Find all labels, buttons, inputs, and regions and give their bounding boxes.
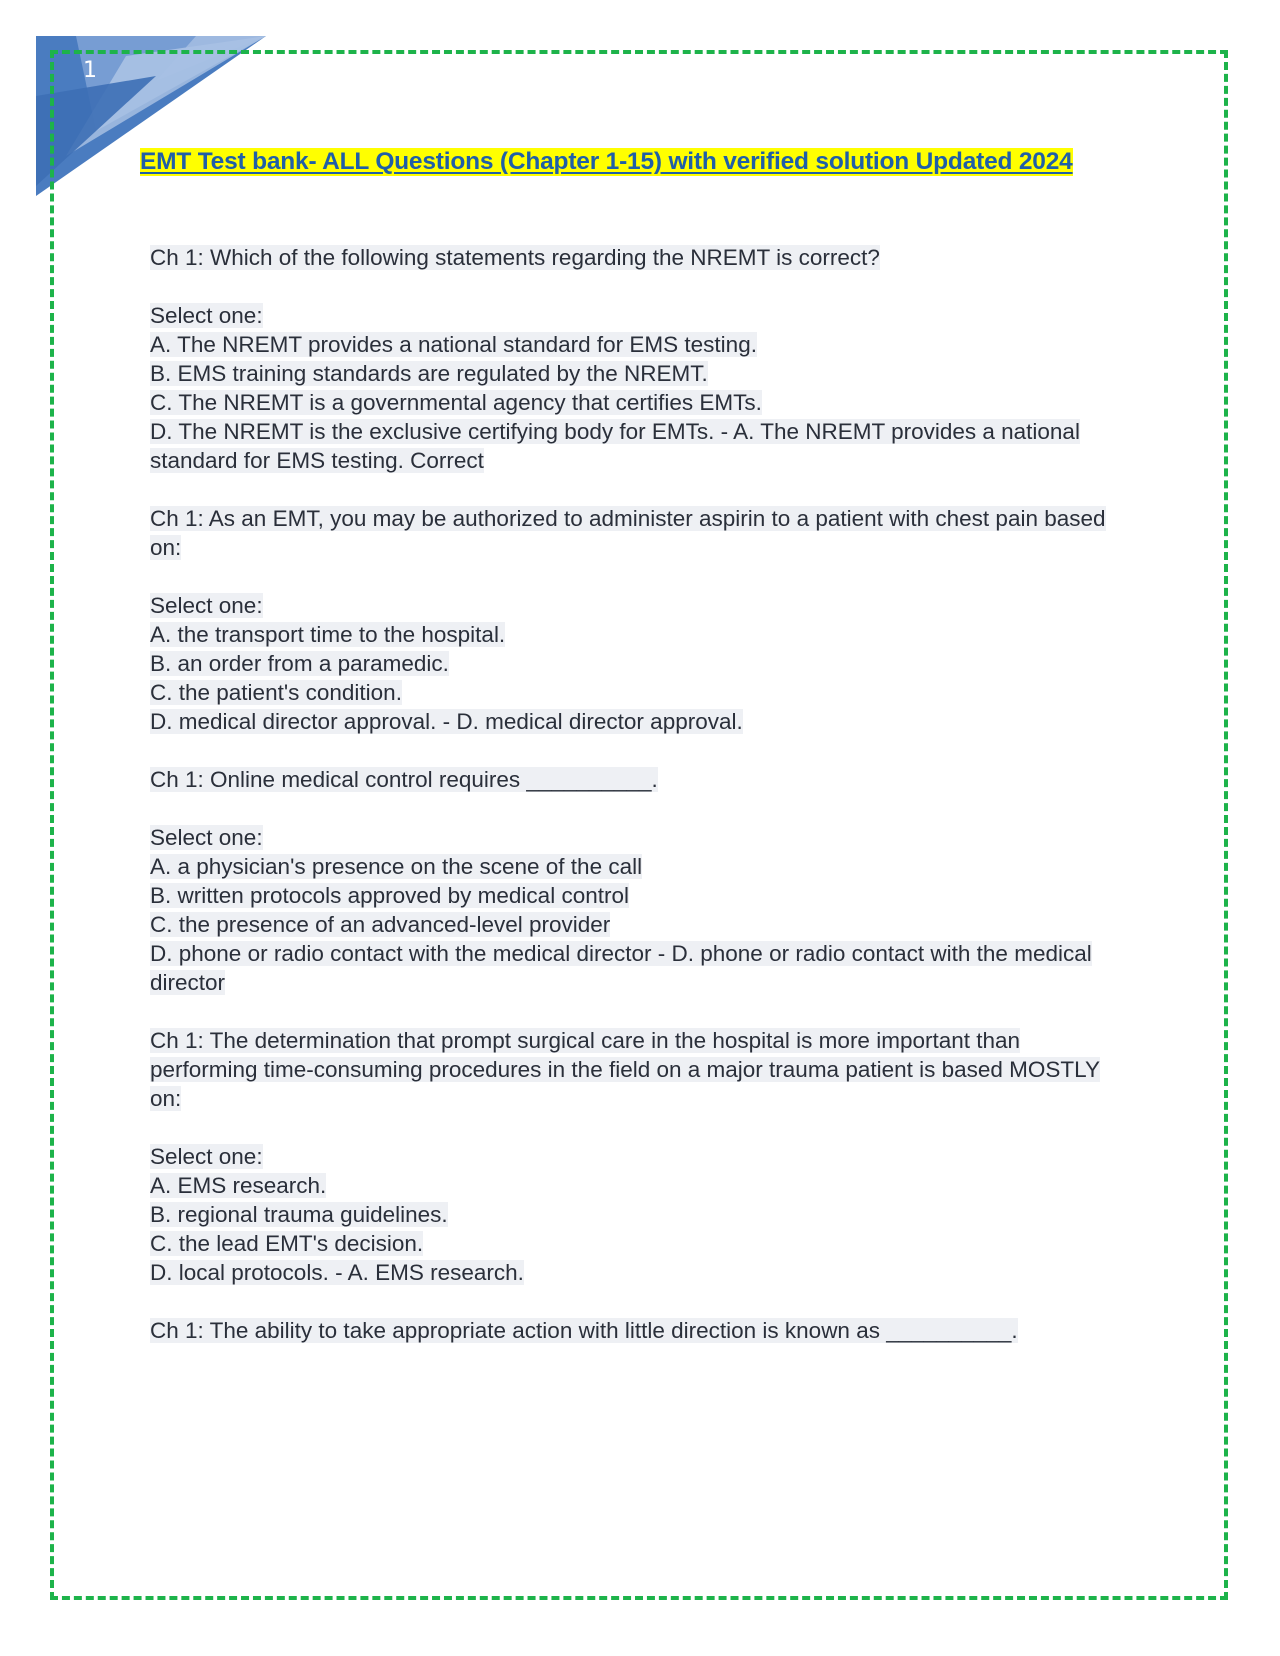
option-a: A. EMS research. bbox=[150, 1173, 327, 1198]
option-d-with-answer: D. medical director approval. - D. medical director approval. bbox=[150, 709, 743, 734]
option-c: C. the lead EMT's decision. bbox=[150, 1231, 424, 1256]
question-text: Ch 1: The ability to take appropriate action with little direction is known as __________. bbox=[150, 1318, 1018, 1343]
option-b: B. written protocols approved by medical control bbox=[150, 883, 629, 908]
option-a: A. the transport time to the hospital. bbox=[150, 622, 506, 647]
question-text: Ch 1: As an EMT, you may be authorized to administer aspirin to a patient with chest pain based on: bbox=[150, 506, 1106, 560]
question-text: Ch 1: Which of the following statements regarding the NREMT is correct? bbox=[150, 245, 880, 270]
option-c: C. the presence of an advanced-level provider bbox=[150, 912, 611, 937]
option-b: B. an order from a paramedic. bbox=[150, 651, 449, 676]
question-text: Ch 1: Online medical control requires __________. bbox=[150, 767, 658, 792]
option-d-with-answer: D. The NREMT is the exclusive certifying body for EMTs. - A. The NREMT provides a national standard for EMS testing. Correct bbox=[150, 419, 1080, 473]
question-block-3 bbox=[150, 765, 1130, 997]
option-d-with-answer: D. phone or radio contact with the medical director - D. phone or radio contact with the medical director bbox=[150, 941, 1092, 995]
document-title: EMT Test bank- ALL Questions (Chapter 1-15) with verified solution Updated 2024 bbox=[140, 148, 1073, 175]
select-prompt: Select one: bbox=[150, 825, 263, 850]
question-block-2 bbox=[150, 504, 1130, 736]
question-block-4 bbox=[150, 1026, 1130, 1287]
select-prompt: Select one: bbox=[150, 593, 263, 618]
option-c: C. The NREMT is a governmental agency that certifies EMTs. bbox=[150, 390, 762, 415]
question-list bbox=[150, 243, 1130, 1374]
option-d-with-answer: D. local protocols. - A. EMS research. bbox=[150, 1260, 524, 1285]
option-b: B. EMS training standards are regulated by the NREMT. bbox=[150, 361, 708, 386]
question-block-1 bbox=[150, 243, 1130, 475]
select-prompt: Select one: bbox=[150, 303, 263, 328]
option-a: A. a physician's presence on the scene of the call bbox=[150, 854, 643, 879]
option-a: A. The NREMT provides a national standard for EMS testing. bbox=[150, 332, 757, 357]
page-number: 1 bbox=[83, 58, 97, 83]
question-block-5 bbox=[150, 1316, 1130, 1345]
option-b: B. regional trauma guidelines. bbox=[150, 1202, 448, 1227]
option-c: C. the patient's condition. bbox=[150, 680, 402, 705]
select-prompt: Select one: bbox=[150, 1144, 263, 1169]
question-text: Ch 1: The determination that prompt surgical care in the hospital is more important than performing time-consuming procedures in the field on a major trauma patient is based MOSTLY on: bbox=[150, 1028, 1101, 1111]
